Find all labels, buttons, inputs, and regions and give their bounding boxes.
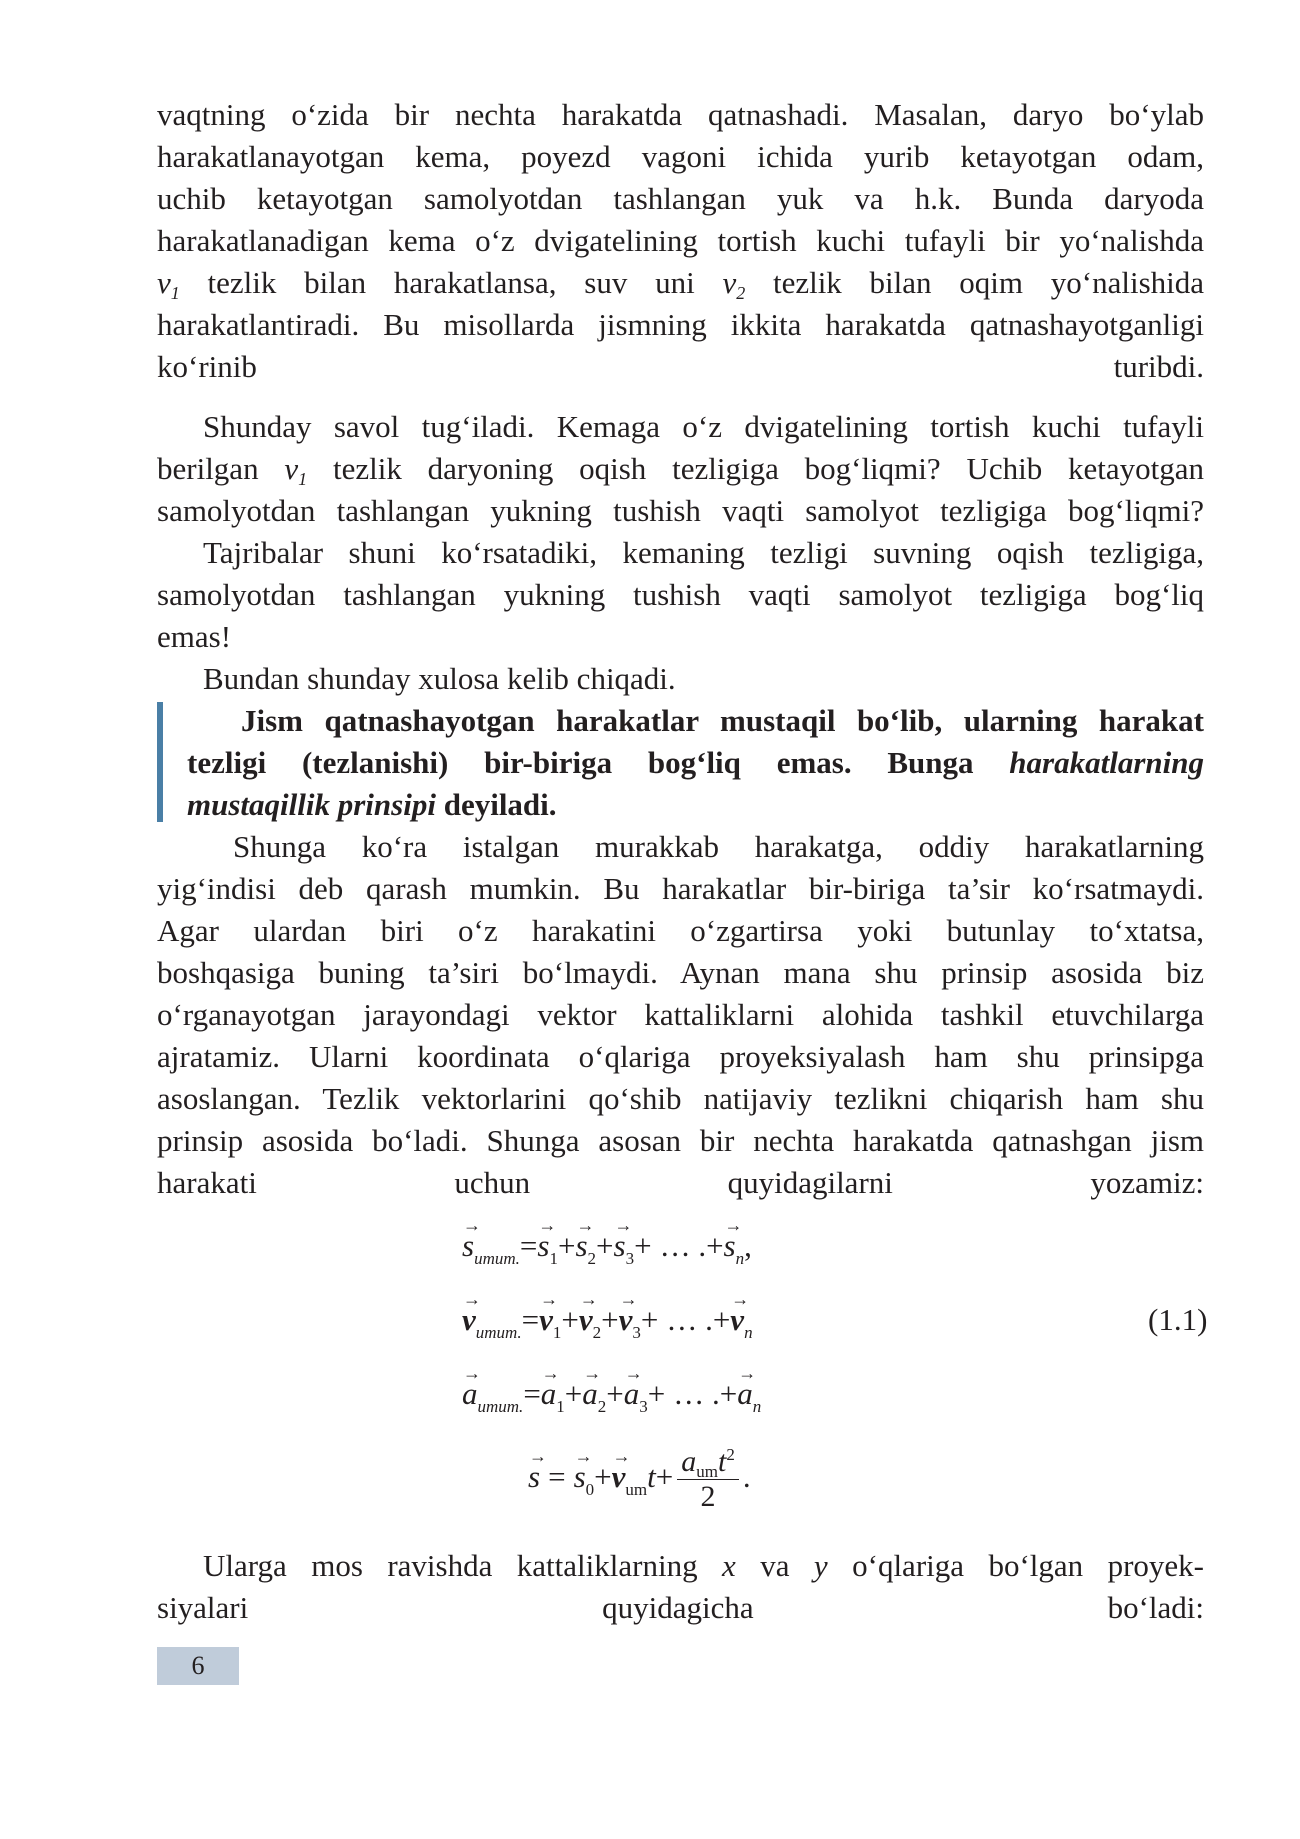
line-text: Shunga ko‘ra istalgan murakkab harakatga, oddiy harakatlarning: [233, 829, 1204, 864]
text-line: [157, 490, 1204, 532]
velocity-symbol: [722, 265, 746, 303]
line-text: samolyotdan tashlangan yukning tushish vaqti samolyot tezligiga bog‘liqmi?: [157, 493, 1204, 528]
line-text: uchib ketayotgan samolyotdan tashlangan yuk va h.k. Bunda daryoda: [157, 181, 1204, 216]
plus-sign: +: [557, 1228, 576, 1263]
line-text: va: [760, 1548, 790, 1583]
equals-sign: =: [548, 1459, 566, 1495]
equation-position: [528, 1442, 751, 1518]
text-line: [157, 304, 1204, 346]
vector-s: → s: [574, 1459, 586, 1495]
line-text: prinsip asosida bo‘ladi. Shunga asosan bir nechta harakatda qatnashgan jism: [157, 1123, 1204, 1158]
line-text: Ularga mos ravishda kattaliklarning: [203, 1548, 698, 1583]
line-text: Tajribalar shuni ko‘rsatadiki, kemaning tezligi suvning oqish tezligiga,: [203, 535, 1204, 570]
subscript: umum.: [477, 1397, 524, 1416]
fraction-numerator: [677, 1438, 739, 1480]
ellipsis: … .: [666, 1302, 713, 1337]
plus-sign: +: [634, 1228, 652, 1263]
symbol-v: v: [157, 265, 171, 300]
line-text: berilgan: [157, 451, 259, 486]
italic-term: harakatlarning: [1009, 745, 1204, 780]
line-text: o‘rganayotgan jarayondagi vektor kattaliklarni alohida tashkil etuvchilarga: [157, 997, 1204, 1032]
line-text: tezlik daryoning oqish tezligiga bog‘liqmi? Uchib ketayotgan: [332, 451, 1205, 486]
text-line: [157, 1162, 1204, 1204]
paragraph-4: [157, 658, 1204, 700]
plus-sign: +: [719, 1376, 738, 1411]
symbol-t: t: [717, 1445, 727, 1478]
text-line: [157, 1545, 1204, 1587]
vector-v: → v: [619, 1302, 633, 1338]
line-text: siyalari quyidagicha bo‘ladi:: [157, 1590, 1204, 1625]
ellipsis: … .: [659, 1228, 707, 1263]
subscript: 2: [587, 1249, 597, 1268]
vector-a: → a: [462, 1376, 478, 1412]
equals-sign: =: [519, 1228, 538, 1263]
subscript: 1: [552, 1323, 562, 1342]
vector-s: → s: [614, 1228, 626, 1264]
vector-a: → a: [737, 1376, 753, 1412]
text-line: [157, 448, 1204, 490]
symbol-y: y: [813, 1548, 828, 1583]
subscript: n: [752, 1397, 762, 1416]
paragraph-3: [157, 532, 1204, 658]
text-line: [157, 532, 1204, 574]
text-line: [157, 952, 1204, 994]
plus-sign: +: [561, 1302, 579, 1337]
line-text: boshqasiga buning ta’siri bo‘lmaydi. Aynan mana shu prinsip asosida biz: [157, 955, 1204, 990]
line-text: tezligi (tezlanishi) bir-biriga bog‘liq emas. Bunga: [187, 745, 974, 780]
subscript: n: [744, 1323, 753, 1342]
symbol-t: t: [647, 1459, 656, 1495]
text-line: [157, 94, 1204, 136]
equation-displacement: [462, 1228, 752, 1268]
vector-s: → s: [575, 1228, 587, 1264]
subscript: 1: [170, 283, 180, 303]
plus-sign: +: [640, 1302, 659, 1337]
symbol-a: a: [681, 1445, 697, 1478]
plus-sign: +: [655, 1459, 674, 1495]
line-text: harakatlanayotgan kema, poyezd vagoni ichida yurib ketayotgan odam,: [157, 139, 1204, 174]
line-text: harakatlanadigan kema o‘z dvigatelining tortish kuchi tufayli bir yo‘nalishda: [157, 223, 1204, 258]
text-line: [157, 346, 1204, 388]
line-text: harakati uchun quyidagilarni yozamiz:: [157, 1165, 1204, 1200]
text-line: [157, 1078, 1204, 1120]
text-line: [157, 220, 1204, 262]
subscript: 1: [549, 1249, 558, 1268]
plus-sign: +: [706, 1228, 724, 1263]
plus-sign: +: [596, 1228, 614, 1263]
line-text: deyiladi.: [443, 787, 557, 822]
text-line: [157, 1036, 1204, 1078]
subscript: umum.: [474, 1249, 520, 1268]
velocity-symbol: [284, 451, 308, 489]
text-line: [157, 658, 1204, 700]
symbol-v: v: [284, 451, 299, 486]
subscript: 3: [639, 1397, 648, 1416]
plus-sign: +: [712, 1302, 731, 1337]
vector-v: → v: [579, 1302, 593, 1338]
equation-acceleration: [462, 1376, 762, 1416]
subscript: n: [735, 1249, 745, 1268]
text-line: [157, 262, 1204, 304]
equals-sign: =: [523, 1376, 541, 1411]
page-number: 6: [157, 1647, 239, 1685]
vector-v: → v: [539, 1302, 553, 1338]
vector-s: → s: [528, 1459, 540, 1495]
text-line: [157, 910, 1204, 952]
fraction-denominator: 2: [700, 1480, 716, 1513]
line-text: samolyotdan tashlangan yukning tushish vaqti samolyot tezligiga bog‘liq: [157, 577, 1204, 612]
text-line: [157, 826, 1204, 868]
line-text: vaqtning o‘zida bir nechta harakatda qatnashadi. Masalan, daryo bo‘ylab: [157, 97, 1204, 132]
vector-v: → v: [462, 1302, 476, 1338]
vector-s: → s: [537, 1228, 549, 1264]
plus-sign: +: [594, 1459, 612, 1495]
vector-s: → s: [462, 1228, 474, 1264]
paragraph-5: [157, 826, 1204, 1204]
ellipsis: … .: [673, 1376, 720, 1411]
text-line: [157, 616, 1204, 658]
vector-a: → a: [624, 1376, 640, 1412]
line-text: o‘qlariga bo‘lgan proyek-: [852, 1548, 1204, 1583]
line-text: Bundan shunday xulosa kelib chiqadi.: [203, 661, 676, 696]
text-line: [187, 784, 1204, 826]
velocity-symbol: [157, 265, 180, 303]
subscript: 1: [556, 1397, 565, 1416]
vector-v: → v: [730, 1302, 744, 1338]
line-text: tezlik bilan harakatlansa, suv uni: [207, 265, 695, 300]
paragraph-1: [157, 94, 1204, 388]
plus-sign: +: [564, 1376, 583, 1411]
paragraph-2: [157, 406, 1204, 532]
text-line: [187, 742, 1204, 784]
text-line: [157, 1120, 1204, 1162]
italic-term: mustaqillik prinsipi: [187, 787, 436, 822]
plus-sign: +: [647, 1376, 666, 1411]
symbol-x: x: [722, 1548, 736, 1583]
subscript: 0: [585, 1480, 595, 1500]
text-line: [157, 178, 1204, 220]
fraction: [677, 1438, 739, 1514]
principle-statement: [157, 700, 1204, 824]
subscript: um: [625, 1480, 648, 1500]
comma: ,: [744, 1228, 752, 1263]
subscript: 3: [632, 1323, 641, 1342]
superscript: 2: [726, 1445, 735, 1464]
subscript: 2: [736, 283, 746, 303]
subscript: um: [696, 1462, 718, 1481]
subscript: umum.: [475, 1323, 522, 1342]
text-line: [157, 1587, 1204, 1629]
subscript: 2: [592, 1323, 602, 1342]
symbol-v: v: [722, 265, 737, 300]
line-text: ko‘rinib turibdi.: [157, 349, 1204, 384]
line-text: Jism qatnashayotgan harakatlar mustaqil bo‘lib, ularning harakat: [241, 703, 1204, 738]
period: .: [742, 1459, 751, 1495]
vector-v: → v: [612, 1459, 626, 1495]
equation-number: (1.1): [1148, 1302, 1208, 1337]
equation-velocity: [462, 1302, 753, 1342]
vector-a: → a: [582, 1376, 598, 1412]
plus-sign: +: [606, 1376, 624, 1411]
line-text: yig‘indisi deb qarash mumkin. Bu harakatlar bir-biriga ta’sir ko‘rsatmaydi.: [157, 871, 1204, 906]
line-text: emas!: [157, 619, 232, 654]
line-text: asoslangan. Tezlik vektorlarini qo‘shib natijaviy tezlikni chiqarish ham shu: [157, 1081, 1204, 1116]
text-line: [157, 136, 1204, 178]
text-line: [157, 406, 1204, 448]
vector-a: → a: [541, 1376, 557, 1412]
line-text: Shunday savol tug‘iladi. Kemaga o‘z dvigatelining tortish kuchi tufayli: [203, 409, 1204, 444]
vector-s: → s: [724, 1228, 736, 1264]
text-line: [157, 574, 1204, 616]
paragraph-6: [157, 1545, 1204, 1629]
subscript: 3: [625, 1249, 635, 1268]
subscript: 2: [597, 1397, 607, 1416]
accent-bar: [157, 702, 163, 822]
line-text: ajratamiz. Ularni koordinata o‘qlariga proyeksiyalash ham shu prinsipga: [157, 1039, 1204, 1074]
line-text: tezlik bilan oqim yo‘nalishida: [772, 265, 1205, 300]
text-line: [157, 868, 1204, 910]
subscript: 1: [298, 469, 308, 489]
plus-sign: +: [601, 1302, 619, 1337]
line-text: harakatlantiradi. Bu misollarda jismning ikkita harakatda qatnashayotganligi: [157, 307, 1204, 342]
line-text: Agar ulardan biri o‘z harakatini o‘zgartirsa yoki butunlay to‘xtatsa,: [157, 913, 1204, 948]
text-line: [187, 700, 1204, 742]
text-line: [157, 994, 1204, 1036]
principle-text: [187, 700, 1204, 826]
equals-sign: =: [521, 1302, 540, 1337]
